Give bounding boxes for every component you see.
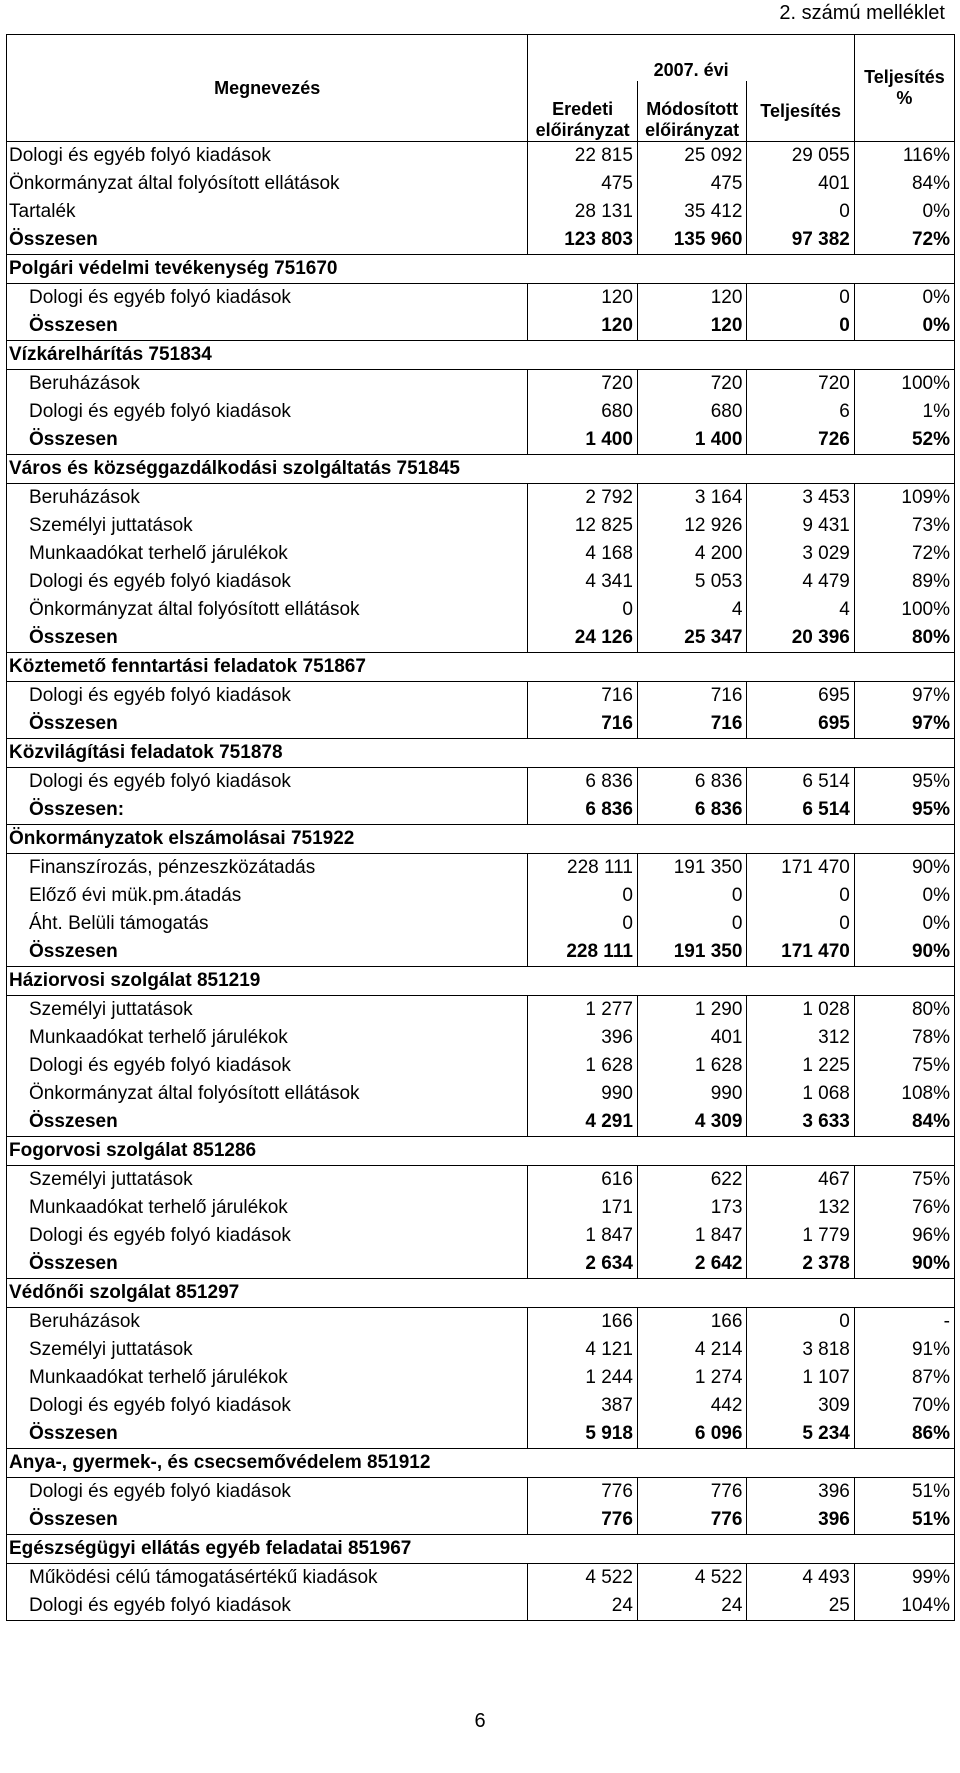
- percent-cell: 51%: [854, 1478, 954, 1507]
- total-row: [7, 710, 955, 739]
- actual-cell: 25: [747, 1592, 854, 1621]
- total-row: [7, 1250, 955, 1279]
- total-row: [7, 938, 955, 967]
- percent-cell: 86%: [854, 1420, 954, 1449]
- table-row: [7, 1080, 955, 1108]
- row-label: Munkaadókat terhelő járulékok: [7, 540, 528, 568]
- original-appropriation-cell: 1 628: [528, 1052, 638, 1080]
- row-label: Dologi és egyéb folyó kiadások: [7, 1052, 528, 1080]
- modified-appropriation-cell: 191 350: [637, 938, 747, 967]
- original-appropriation-cell: 4 341: [528, 568, 638, 596]
- modified-appropriation-cell: 173: [637, 1194, 747, 1222]
- original-appropriation-cell: 24: [528, 1592, 638, 1621]
- row-label: Összesen: [7, 1506, 528, 1535]
- original-appropriation-cell: 0: [528, 882, 638, 910]
- table-row: [7, 142, 955, 171]
- modified-appropriation-cell: 475: [637, 170, 747, 198]
- actual-cell: 9 431: [747, 512, 854, 540]
- row-label: Tartalék: [7, 198, 528, 226]
- budget-table: [6, 34, 955, 1621]
- modified-appropriation-cell: 120: [637, 312, 747, 341]
- modified-appropriation-cell: 716: [637, 710, 747, 739]
- actual-cell: 720: [747, 370, 854, 399]
- modified-appropriation-cell: 35 412: [637, 198, 747, 226]
- percent-cell: 109%: [854, 484, 954, 513]
- total-row: [7, 1108, 955, 1137]
- percent-cell: 96%: [854, 1222, 954, 1250]
- actual-cell: 401: [747, 170, 854, 198]
- actual-cell: 4 493: [747, 1564, 854, 1593]
- original-appropriation-cell: 1 277: [528, 996, 638, 1025]
- table-row: [7, 398, 955, 426]
- percent-cell: 116%: [854, 142, 954, 171]
- original-appropriation-cell: 123 803: [528, 226, 638, 255]
- percent-cell: 97%: [854, 710, 954, 739]
- row-label: Dologi és egyéb folyó kiadások: [7, 768, 528, 797]
- modified-appropriation-cell: 25 347: [637, 624, 747, 653]
- original-appropriation-cell: 716: [528, 682, 638, 711]
- modified-appropriation-cell: 2 642: [637, 1250, 747, 1279]
- percent-cell: 76%: [854, 1194, 954, 1222]
- actual-cell: 97 382: [747, 226, 854, 255]
- modified-appropriation-cell: 680: [637, 398, 747, 426]
- modified-appropriation-cell: 622: [637, 1166, 747, 1195]
- actual-cell: 6 514: [747, 768, 854, 797]
- section-title: Vízkárelhárítás 751834: [7, 341, 955, 370]
- table-row: [7, 284, 955, 313]
- actual-cell: 3 029: [747, 540, 854, 568]
- section-header-row: [7, 1279, 955, 1308]
- modified-appropriation-cell: 24: [637, 1592, 747, 1621]
- row-label: Áht. Belüli támogatás: [7, 910, 528, 938]
- modified-appropriation-cell: 0: [637, 910, 747, 938]
- modified-appropriation-cell: 1 628: [637, 1052, 747, 1080]
- actual-cell: 0: [747, 1308, 854, 1337]
- total-row: [7, 624, 955, 653]
- actual-cell: 3 453: [747, 484, 854, 513]
- original-appropriation-cell: 776: [528, 1478, 638, 1507]
- total-row: [7, 796, 955, 825]
- section-header-row: [7, 1535, 955, 1564]
- section-title: Köztemető fenntartási feladatok 751867: [7, 653, 955, 682]
- section-title: Polgári védelmi tevékenység 751670: [7, 255, 955, 284]
- table-row: [7, 198, 955, 226]
- table-row: [7, 512, 955, 540]
- row-label: Dologi és egyéb folyó kiadások: [7, 682, 528, 711]
- percent-cell: 51%: [854, 1506, 954, 1535]
- percent-cell: 75%: [854, 1166, 954, 1195]
- section-header-row: [7, 1137, 955, 1166]
- modified-appropriation-cell: 776: [637, 1506, 747, 1535]
- row-label: Munkaadókat terhelő járulékok: [7, 1024, 528, 1052]
- row-label: Önkormányzat által folyósított ellátások: [7, 170, 528, 198]
- table-row: [7, 1308, 955, 1337]
- percent-cell: 95%: [854, 796, 954, 825]
- original-appropriation-cell: 2 634: [528, 1250, 638, 1279]
- section-header-row: [7, 967, 955, 996]
- table-row: [7, 1364, 955, 1392]
- actual-cell: 1 107: [747, 1364, 854, 1392]
- row-label: Személyi juttatások: [7, 1336, 528, 1364]
- percent-cell: 84%: [854, 170, 954, 198]
- actual-cell: 726: [747, 426, 854, 455]
- row-label: Dologi és egyéb folyó kiadások: [7, 1478, 528, 1507]
- row-label: Dologi és egyéb folyó kiadások: [7, 284, 528, 313]
- table-row: [7, 1478, 955, 1507]
- actual-cell: 1 028: [747, 996, 854, 1025]
- actual-cell: 20 396: [747, 624, 854, 653]
- original-appropriation-cell: 120: [528, 312, 638, 341]
- total-row: [7, 312, 955, 341]
- original-appropriation-cell: 990: [528, 1080, 638, 1108]
- table-row: [7, 996, 955, 1025]
- table-row: [7, 882, 955, 910]
- actual-cell: 396: [747, 1506, 854, 1535]
- section-title: Egészségügyi ellátás egyéb feladatai 851967: [7, 1535, 955, 1564]
- original-appropriation-cell: 0: [528, 910, 638, 938]
- original-appropriation-cell: 6 836: [528, 768, 638, 797]
- table-row: [7, 484, 955, 513]
- actual-cell: 3 633: [747, 1108, 854, 1137]
- modified-appropriation-cell: 6 836: [637, 768, 747, 797]
- percent-cell: 75%: [854, 1052, 954, 1080]
- row-label: Összesen:: [7, 796, 528, 825]
- original-appropriation-cell: 12 825: [528, 512, 638, 540]
- table-row: [7, 1052, 955, 1080]
- total-row: [7, 1420, 955, 1449]
- actual-cell: 171 470: [747, 938, 854, 967]
- modified-appropriation-cell: 1 847: [637, 1222, 747, 1250]
- original-appropriation-cell: 5 918: [528, 1420, 638, 1449]
- percent-cell: 97%: [854, 682, 954, 711]
- actual-cell: 0: [747, 198, 854, 226]
- actual-cell: 4 479: [747, 568, 854, 596]
- percent-cell: 108%: [854, 1080, 954, 1108]
- section-title: Közvilágítási feladatok 751878: [7, 739, 955, 768]
- percent-cell: 72%: [854, 540, 954, 568]
- row-label: Összesen: [7, 624, 528, 653]
- actual-cell: 3 818: [747, 1336, 854, 1364]
- percent-cell: 100%: [854, 596, 954, 624]
- original-appropriation-cell: 4 121: [528, 1336, 638, 1364]
- percent-cell: 84%: [854, 1108, 954, 1137]
- original-appropriation-cell: 228 111: [528, 938, 638, 967]
- percent-cell: 90%: [854, 1250, 954, 1279]
- modified-appropriation-cell: 716: [637, 682, 747, 711]
- original-appropriation-cell: 716: [528, 710, 638, 739]
- modified-appropriation-cell: 6 096: [637, 1420, 747, 1449]
- percent-cell: 1%: [854, 398, 954, 426]
- modified-appropriation-cell: 4 214: [637, 1336, 747, 1364]
- actual-cell: 396: [747, 1478, 854, 1507]
- actual-cell: 4: [747, 596, 854, 624]
- original-appropriation-cell: 1 400: [528, 426, 638, 455]
- actual-cell: 171 470: [747, 854, 854, 883]
- percent-cell: 70%: [854, 1392, 954, 1420]
- percent-cell: 0%: [854, 312, 954, 341]
- table-row: [7, 1024, 955, 1052]
- table-row: [7, 1392, 955, 1420]
- original-appropriation-cell: 166: [528, 1308, 638, 1337]
- actual-cell: 132: [747, 1194, 854, 1222]
- row-label: Dologi és egyéb folyó kiadások: [7, 1592, 528, 1621]
- original-appropriation-cell: 4 291: [528, 1108, 638, 1137]
- row-label: Beruházások: [7, 484, 528, 513]
- original-appropriation-cell: 228 111: [528, 854, 638, 883]
- row-label: Összesen: [7, 1250, 528, 1279]
- row-label: Összesen: [7, 1108, 528, 1137]
- percent-cell: 89%: [854, 568, 954, 596]
- modified-appropriation-cell: 1 400: [637, 426, 747, 455]
- table-header: [7, 35, 955, 142]
- original-appropriation-cell: 24 126: [528, 624, 638, 653]
- actual-cell: 312: [747, 1024, 854, 1052]
- percent-cell: 90%: [854, 854, 954, 883]
- original-appropriation-cell: 776: [528, 1506, 638, 1535]
- modified-appropriation-cell: 166: [637, 1308, 747, 1337]
- row-label: Összesen: [7, 1420, 528, 1449]
- percent-cell: 91%: [854, 1336, 954, 1364]
- modified-appropriation-cell: 1 290: [637, 996, 747, 1025]
- percent-cell: 72%: [854, 226, 954, 255]
- original-appropriation-cell: 4 168: [528, 540, 638, 568]
- modified-appropriation-cell: 5 053: [637, 568, 747, 596]
- modified-appropriation-cell: 4 522: [637, 1564, 747, 1593]
- row-label: Dologi és egyéb folyó kiadások: [7, 1222, 528, 1250]
- row-label: Személyi juttatások: [7, 996, 528, 1025]
- actual-cell: 29 055: [747, 142, 854, 171]
- section-title: Védőnői szolgálat 851297: [7, 1279, 955, 1308]
- actual-cell: 5 234: [747, 1420, 854, 1449]
- row-label: Dologi és egyéb folyó kiadások: [7, 398, 528, 426]
- original-appropriation-cell: 28 131: [528, 198, 638, 226]
- table-row: [7, 370, 955, 399]
- row-label: Összesen: [7, 710, 528, 739]
- modified-appropriation-cell: 191 350: [637, 854, 747, 883]
- table-body: [7, 142, 955, 1621]
- percent-cell: 100%: [854, 370, 954, 399]
- percent-cell: 0%: [854, 882, 954, 910]
- modified-appropriation-cell: 1 274: [637, 1364, 747, 1392]
- table-row: [7, 1222, 955, 1250]
- modified-appropriation-cell: 4: [637, 596, 747, 624]
- annex-label: 2. számú melléklet: [779, 2, 945, 24]
- actual-cell: 0: [747, 284, 854, 313]
- row-label: Működési célú támogatásértékű kiadások: [7, 1564, 528, 1593]
- header-name: Megnevezés: [7, 35, 528, 142]
- row-label: Önkormányzat által folyósított ellátások: [7, 1080, 528, 1108]
- actual-cell: 695: [747, 710, 854, 739]
- percent-cell: 73%: [854, 512, 954, 540]
- table-row: [7, 1194, 955, 1222]
- percent-cell: 90%: [854, 938, 954, 967]
- modified-appropriation-cell: 25 092: [637, 142, 747, 171]
- section-title: Fogorvosi szolgálat 851286: [7, 1137, 955, 1166]
- table-row: [7, 1336, 955, 1364]
- percent-cell: 99%: [854, 1564, 954, 1593]
- table-row: [7, 568, 955, 596]
- header-year: 2007. évi: [528, 35, 854, 82]
- section-header-row: [7, 341, 955, 370]
- modified-appropriation-cell: 6 836: [637, 796, 747, 825]
- table-row: [7, 682, 955, 711]
- actual-cell: 1 068: [747, 1080, 854, 1108]
- section-title: Önkormányzatok elszámolásai 751922: [7, 825, 955, 854]
- percent-cell: 78%: [854, 1024, 954, 1052]
- table-row: [7, 540, 955, 568]
- row-label: Beruházások: [7, 1308, 528, 1337]
- modified-appropriation-cell: 720: [637, 370, 747, 399]
- percent-cell: 0%: [854, 284, 954, 313]
- actual-cell: 6: [747, 398, 854, 426]
- modified-appropriation-cell: 12 926: [637, 512, 747, 540]
- page-number: 6: [474, 1710, 486, 1732]
- original-appropriation-cell: 616: [528, 1166, 638, 1195]
- section-title: Háziorvosi szolgálat 851219: [7, 967, 955, 996]
- modified-appropriation-cell: 4 200: [637, 540, 747, 568]
- row-label: Munkaadókat terhelő járulékok: [7, 1364, 528, 1392]
- section-header-row: [7, 1449, 955, 1478]
- modified-appropriation-cell: 401: [637, 1024, 747, 1052]
- row-label: Önkormányzat által folyósított ellátások: [7, 596, 528, 624]
- row-label: Dologi és egyéb folyó kiadások: [7, 568, 528, 596]
- percent-cell: 52%: [854, 426, 954, 455]
- original-appropriation-cell: 4 522: [528, 1564, 638, 1593]
- header-original: Eredeti előirányzat: [528, 81, 638, 142]
- original-appropriation-cell: 120: [528, 284, 638, 313]
- total-row: [7, 1506, 955, 1535]
- actual-cell: 1 779: [747, 1222, 854, 1250]
- actual-cell: 0: [747, 910, 854, 938]
- row-label: Személyi juttatások: [7, 1166, 528, 1195]
- row-label: Személyi juttatások: [7, 512, 528, 540]
- table-row: [7, 910, 955, 938]
- row-label: Dologi és egyéb folyó kiadások: [7, 142, 528, 171]
- percent-cell: 104%: [854, 1592, 954, 1621]
- section-title: Város és községgazdálkodási szolgáltatás 751845: [7, 455, 955, 484]
- row-label: Dologi és egyéb folyó kiadások: [7, 1392, 528, 1420]
- row-label: Összesen: [7, 426, 528, 455]
- actual-cell: 467: [747, 1166, 854, 1195]
- row-label: Beruházások: [7, 370, 528, 399]
- original-appropriation-cell: 1 847: [528, 1222, 638, 1250]
- original-appropriation-cell: 680: [528, 398, 638, 426]
- table-row: [7, 854, 955, 883]
- modified-appropriation-cell: 120: [637, 284, 747, 313]
- modified-appropriation-cell: 776: [637, 1478, 747, 1507]
- original-appropriation-cell: 22 815: [528, 142, 638, 171]
- percent-cell: 0%: [854, 910, 954, 938]
- actual-cell: 309: [747, 1392, 854, 1420]
- original-appropriation-cell: 1 244: [528, 1364, 638, 1392]
- table-row: [7, 1564, 955, 1593]
- percent-cell: -: [854, 1308, 954, 1337]
- percent-cell: 80%: [854, 996, 954, 1025]
- original-appropriation-cell: 475: [528, 170, 638, 198]
- row-label: Összesen: [7, 226, 528, 255]
- original-appropriation-cell: 396: [528, 1024, 638, 1052]
- original-appropriation-cell: 0: [528, 596, 638, 624]
- original-appropriation-cell: 2 792: [528, 484, 638, 513]
- section-title: Anya-, gyermek-, és csecsemővédelem 851912: [7, 1449, 955, 1478]
- percent-cell: 87%: [854, 1364, 954, 1392]
- original-appropriation-cell: 6 836: [528, 796, 638, 825]
- actual-cell: 0: [747, 312, 854, 341]
- row-label: Munkaadókat terhelő járulékok: [7, 1194, 528, 1222]
- table-row: [7, 1166, 955, 1195]
- modified-appropriation-cell: 3 164: [637, 484, 747, 513]
- header-actual: Teljesítés: [747, 81, 854, 142]
- total-row: [7, 226, 955, 255]
- header-percent: Teljesítés %: [854, 35, 954, 142]
- actual-cell: 6 514: [747, 796, 854, 825]
- percent-cell: 0%: [854, 198, 954, 226]
- header-modified: Módosított előirányzat: [637, 81, 747, 142]
- section-header-row: [7, 455, 955, 484]
- total-row: [7, 426, 955, 455]
- percent-cell: 80%: [854, 624, 954, 653]
- actual-cell: 695: [747, 682, 854, 711]
- modified-appropriation-cell: 990: [637, 1080, 747, 1108]
- modified-appropriation-cell: 135 960: [637, 226, 747, 255]
- section-header-row: [7, 739, 955, 768]
- row-label: Összesen: [7, 938, 528, 967]
- table-row: [7, 768, 955, 797]
- original-appropriation-cell: 171: [528, 1194, 638, 1222]
- original-appropriation-cell: 387: [528, 1392, 638, 1420]
- section-header-row: [7, 653, 955, 682]
- section-header-row: [7, 825, 955, 854]
- actual-cell: 1 225: [747, 1052, 854, 1080]
- table-row: [7, 596, 955, 624]
- row-label: Finanszírozás, pénzeszközátadás: [7, 854, 528, 883]
- percent-cell: 95%: [854, 768, 954, 797]
- table-row: [7, 170, 955, 198]
- modified-appropriation-cell: 0: [637, 882, 747, 910]
- table-row: [7, 1592, 955, 1621]
- modified-appropriation-cell: 4 309: [637, 1108, 747, 1137]
- row-label: Összesen: [7, 312, 528, 341]
- actual-cell: 0: [747, 882, 854, 910]
- original-appropriation-cell: 720: [528, 370, 638, 399]
- actual-cell: 2 378: [747, 1250, 854, 1279]
- modified-appropriation-cell: 442: [637, 1392, 747, 1420]
- section-header-row: [7, 255, 955, 284]
- row-label: Előző évi mük.pm.átadás: [7, 882, 528, 910]
